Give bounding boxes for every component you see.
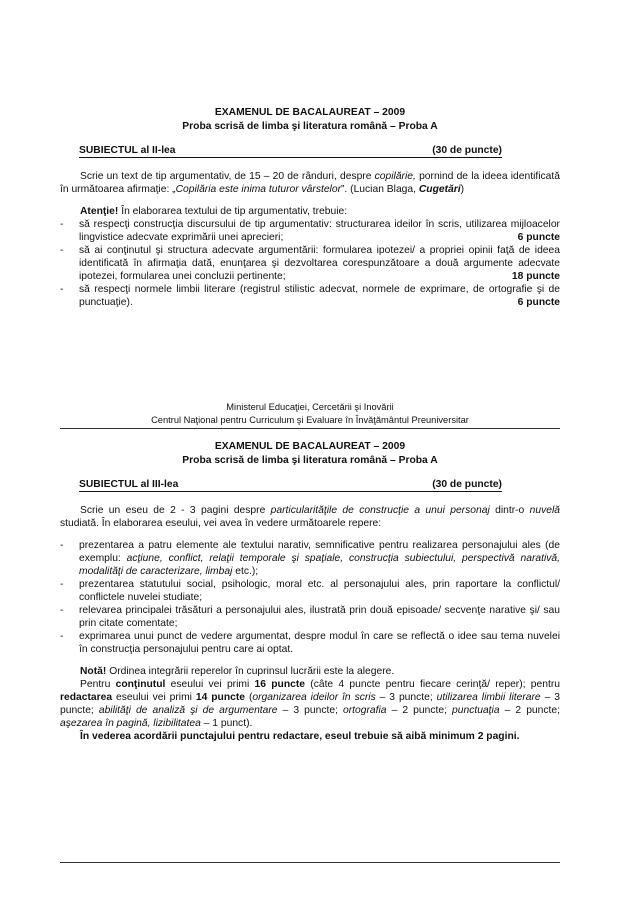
ministry-header <box>60 401 560 427</box>
final-note: În vederea acordării punctajului pentru redactare, eseul trebuie să aibă minimum 2 pagini. <box>80 731 520 742</box>
list-item: - prezentarea a patru elemente ale textului narativ, semnificative pentru realizarea personajului ales (de exemplu: acţiune, conflict, relaţii temporale şi spaţiale, construcţia subiectului, perspectivă narativă, modalităţi de caracterizare, limbaj etc.); <box>60 539 560 578</box>
attention-note: Atenţie! În elaborarea textului de tip argumentativ, trebuie: <box>80 206 348 217</box>
list-item: - să respecţi normele limbii literare (registrul stilistic adecvat, normele de exprimare, de ortografie şi de punctuaţie). 6 puncte <box>60 283 560 309</box>
repere-list <box>60 539 560 656</box>
list-item: - să respecţi construcţia discursului de tip argumentativ: structurarea ideilor în scris, utilizarea mijloacelor lingvistice adecvate exprimării unei aprecieri; 6 puncte <box>60 218 560 244</box>
task-paragraph: Scrie un text de tip argumentativ, de 15 – 20 de rânduri, despre copilărie, pornind de la ideea identificată în următoarea afirmaţie: „Copilăria este inima tuturor vârstelor”. (Lucian Blaga, Cugetări) <box>60 171 560 195</box>
exam-section-2 <box>60 440 560 743</box>
subject-underline <box>79 491 502 492</box>
list-item: - să ai conţinutul şi structura adecvate argumentării: formularea ipotezei/ a propriei opinii faţă de ideea identificată în afirmaţia dată, enunţarea şi dezvoltarea corespunzătoare a două argumente adecvate ipotezei, formularea unei concluzii pertinente; 18 puncte <box>60 244 560 283</box>
footer-divider <box>60 862 560 863</box>
subject-points: (30 de puncte) <box>432 145 502 156</box>
requirements-list <box>60 218 560 309</box>
exam-title: EXAMENUL DE BACALAUREAT – 2009 <box>214 441 406 452</box>
subject-underline <box>79 157 502 158</box>
list-item: - relevarea principalei trăsături a personajului ales, ilustrată prin două episoade/ secvenţe narative şi/ sau prin citate comentate; <box>60 604 560 630</box>
task-paragraph: Scrie un eseu de 2 - 3 pagini despre particularităţile de construcţie a unui personaj dintr-o nuvelă studiată. În elaborarea eseului, vei avea în vedere următoarele repere: <box>60 505 560 529</box>
exam-subtitle: Proba scrisă de limba şi literatura română – Proba A <box>182 455 438 466</box>
subject-header <box>60 145 560 161</box>
scoring-paragraph: Pentru conţinutul eseului vei primi 16 puncte (câte 4 puncte pentru fiecare cerinţă/ reper); pentru redactarea eseului vei primi 14 puncte (organizarea ideilor în scris – 3 puncte; utilizarea limbii literare – 3 puncte; abilităţi de analiză şi de argumentare – 3 puncte; ortografia – 2 puncte; punctuaţia – 2 puncte; aşezarea în pagină, lizibilitatea – 1 punct). <box>60 679 560 729</box>
subject-label: SUBIECTUL al II-lea <box>79 145 176 156</box>
center-name: Centrul Naţional pentru Curriculum şi Evaluare în Învăţământul Preuniversitar <box>151 415 469 425</box>
item-points: 18 puncte <box>511 271 560 282</box>
nota-paragraph: Notă! Ordinea integrării reperelor în cuprinsul lucrării este la alegere. <box>80 666 395 677</box>
header-divider <box>60 428 560 429</box>
subject-points: (30 de puncte) <box>432 479 502 490</box>
subject-label: SUBIECTUL al III-lea <box>79 479 179 490</box>
item-points: 6 puncte <box>517 297 560 308</box>
item-points: 6 puncte <box>517 232 560 243</box>
exam-section-1 <box>60 106 560 309</box>
list-item: - exprimarea unui punct de vedere argumentat, despre modul în care se reflectă o idee sau tema nuvelei în construcţia personajului pentru care ai optat. <box>60 630 560 656</box>
exam-subtitle: Proba scrisă de limba şi literatura română – Proba A <box>182 121 438 132</box>
exam-title: EXAMENUL DE BACALAUREAT – 2009 <box>214 107 406 118</box>
ministry-name: Ministerul Educaţiei, Cercetării şi Inovării <box>226 402 394 412</box>
list-item: - prezentarea statutului social, psihologic, moral etc. al personajului ales, prin raportare la conflictul/ conflictele nuvelei studiate; <box>60 578 560 604</box>
subject-header <box>60 479 560 495</box>
